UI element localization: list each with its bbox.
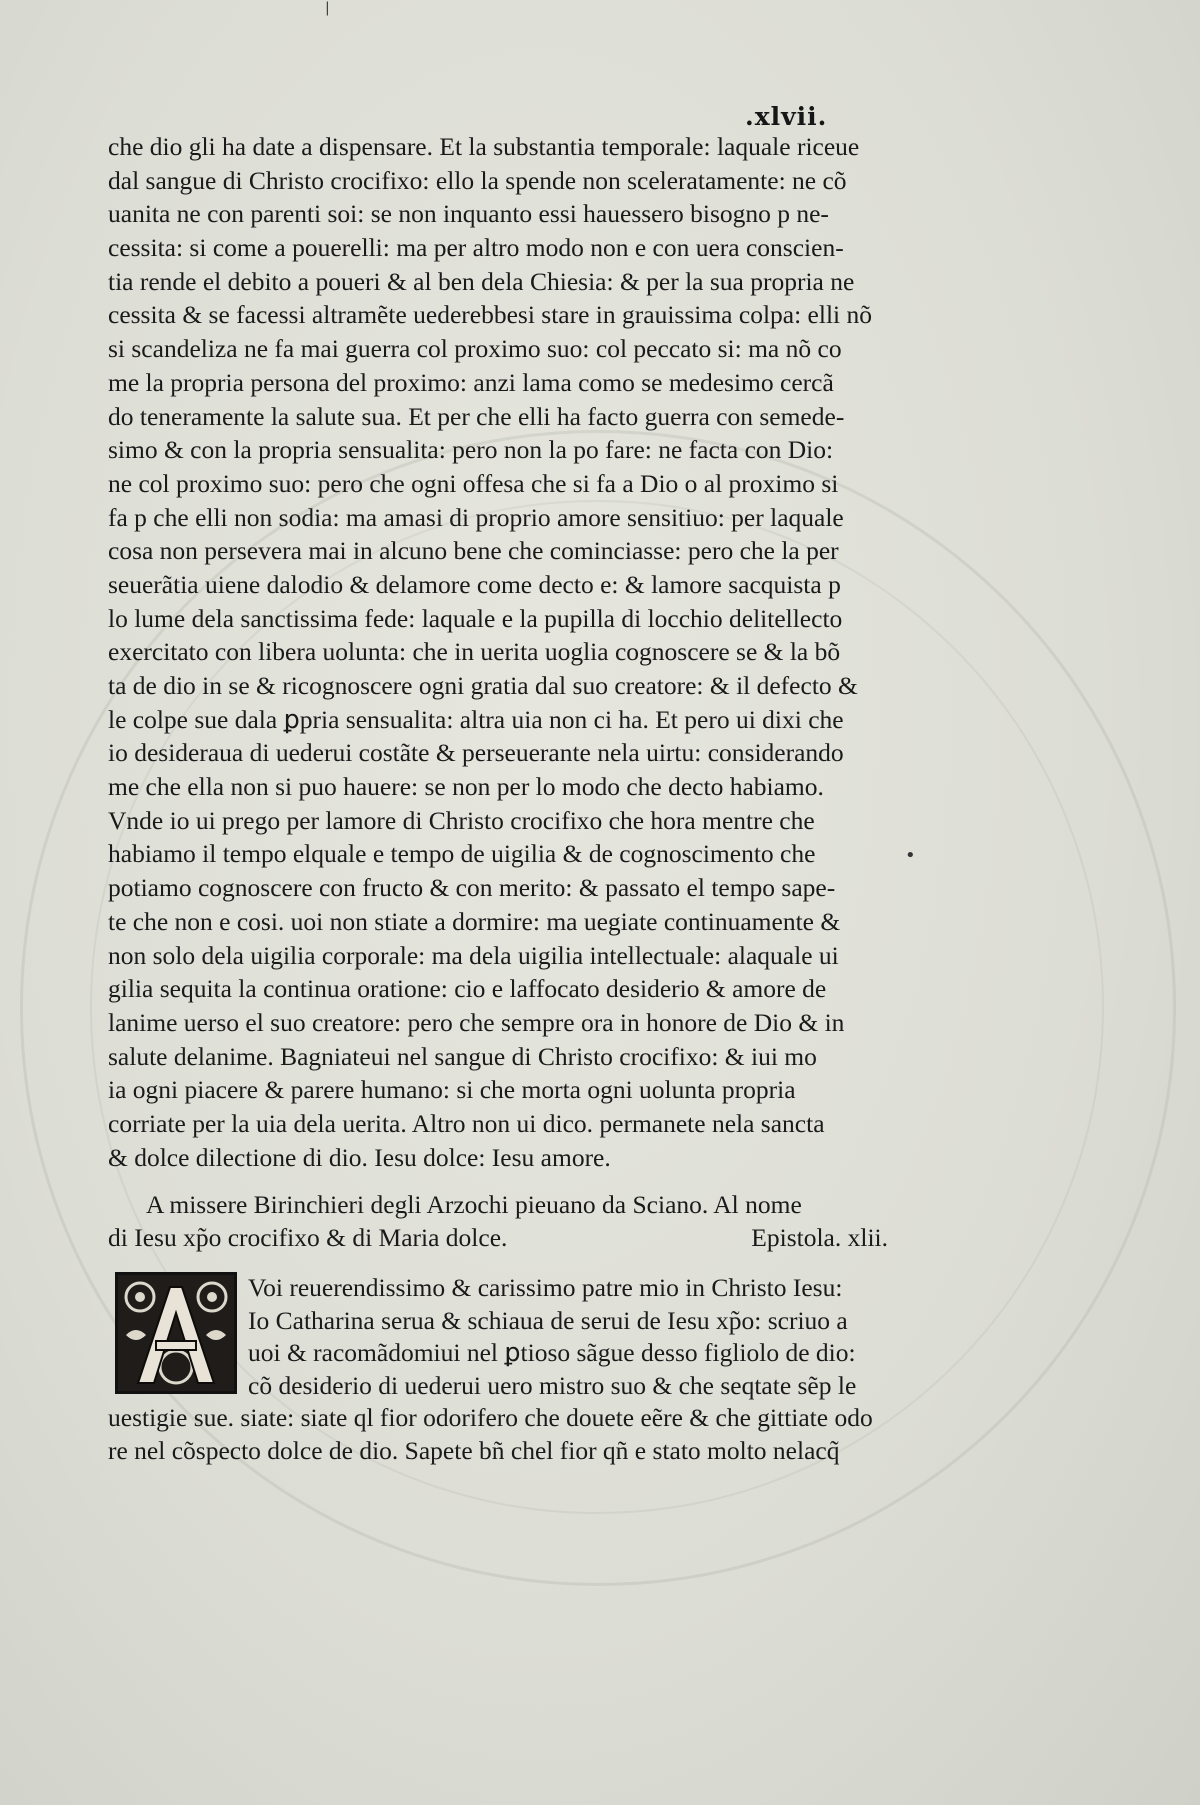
body-line: salute delanime. Bagniateui nel sangue di Christo crocifixo: & iui mo [108, 1041, 817, 1071]
body-line: simo & con la propria sensualita: pero non la po fare: ne facta con Dio: [108, 435, 834, 465]
body-line: dal sangue di Christo crocifixo: ello la spende non sceleratamente: ne cõ [108, 165, 847, 195]
body-line: habiamo il tempo elquale e tempo de uigilia & de cognoscimento che [108, 839, 816, 869]
body-line: si scandeliza ne fa mai guerra col proximo suo: col peccato si: ma nõ co [108, 334, 842, 364]
body-line: ia ogni piacere & parere humano: si che morta ogni uolunta propria [108, 1075, 796, 1105]
body-line: cosa non persevera mai in alcuno bene che cominciasse: pero che la per [108, 536, 839, 566]
body-line: lanime uerso el suo creatore: pero che sempre ora in honore de Dio & in [108, 1007, 845, 1037]
letter-line: Voi reuerendissimo & carissimo patre mio in Christo Iesu: [248, 1273, 843, 1302]
address-line-2 [108, 1221, 888, 1254]
body-line: cessita & se facessi altramẽte uederebbesi stare in grauissima colpa: elli nõ [108, 300, 873, 330]
body-line: gilia sequita la continua oratione: cio e laffocato desiderio & amore de [108, 974, 827, 1004]
body-line: cessita: si come a pouerelli: ma per altro modo non e con uera conscien- [108, 233, 844, 263]
body-text [108, 130, 888, 1174]
body-line: me che ella non si puo hauere: se non per lo modo che decto habiamo. [108, 772, 824, 802]
body-line: te che non e cosi. uoi non stiate a dormire: ma uegiate continuamente & [108, 906, 841, 936]
body-line: ne col proximo suo: pero che ogni offesa che si fa a Dio o al proximo si [108, 468, 839, 498]
body-line: exercitato con libera uolunta: che in uerita uoglia cognoscere se & la bõ [108, 637, 841, 667]
letter-line: re nel cõspecto dolce de dio. Sapete bñ chel fior qñ e stato molto nelacq̃ [108, 1435, 840, 1465]
letter-line: uestigie sue. siate: siate ql fior odorifero che douete eẽre & che gittiate odo [108, 1403, 873, 1432]
body-line: corriate per la uia dela uerita. Altro non ui dico. permanete nela sancta [108, 1108, 825, 1138]
margin-dot: • [905, 845, 916, 866]
top-tick-mark: | [325, 0, 330, 16]
decorated-initial-a [115, 1272, 237, 1394]
letter-line: uoi & racomãdomiui nel ꝑtioso sãgue desso figliolo de dio: [248, 1338, 856, 1367]
body-line: non solo dela uigilia corporale: ma dela uigilia intellectuale: alaquale ui [108, 940, 839, 970]
body-line: fa p che elli non sodia: ma amasi di proprio amore sensitiuo: per laquale [108, 502, 844, 532]
letter-address [108, 1188, 888, 1254]
body-line: lo lume dela sanctissima fede: laquale e la pupilla di locchio delitellecto [108, 603, 843, 633]
letter-line: Io Catharina serua & schiaua de serui de Iesu xp̃o: scriuo a [248, 1305, 848, 1335]
body-line: io desideraua di uederui costãte & perseuerante nela uirtu: considerando [108, 738, 844, 768]
body-line: ta de dio in se & ricognoscere ogni gratia dal suo creatore: & il defecto & [108, 671, 858, 700]
body-line: do teneramente la salute sua. Et per che elli ha facto guerra con semede- [108, 401, 845, 431]
body-line: le colpe sue dala ꝑpria sensualita: altra uia non ci ha. Et pero ui dixi che [108, 704, 844, 734]
epistola-number: Epistola. xlii. [751, 1223, 888, 1252]
folio-number: .xlvii. [745, 102, 828, 131]
body-line: Vnde io ui prego per lamore di Christo crocifixo che hora mentre che [108, 805, 815, 835]
body-line: seuerãtia uiene dalodio & delamore come decto e: & lamore sacquista p [108, 569, 841, 599]
letter-line: cõ desiderio di uederui uero mistro suo & che seqtate sẽp le [248, 1370, 857, 1400]
body-line: che dio gli ha date a dispensare. Et la substantia temporale: laquale riceue [108, 132, 860, 161]
body-line: & dolce dilectione di dio. Iesu dolce: Iesu amore. [108, 1142, 611, 1172]
body-line: uanita ne con parenti soi: se non inquanto essi hauessero bisogno p ne- [108, 199, 829, 229]
address-line-1: A missere Birinchieri degli Arzochi pieuano da Sciano. Al nome [146, 1190, 802, 1219]
body-line: me la propria persona del proximo: anzi lama como se medesimo cercã [108, 367, 834, 397]
initial-ornament-icon [118, 1275, 234, 1391]
body-line: tia rende el debito a poueri & al ben dela Chiesia: & per la sua propria ne [108, 266, 855, 296]
address-line-2-left: di Iesu xp̃o crocifixo & di Maria dolce. [108, 1223, 508, 1252]
body-line: potiamo cognoscere con fructo & con merito: & passato el tempo sape- [108, 873, 836, 903]
